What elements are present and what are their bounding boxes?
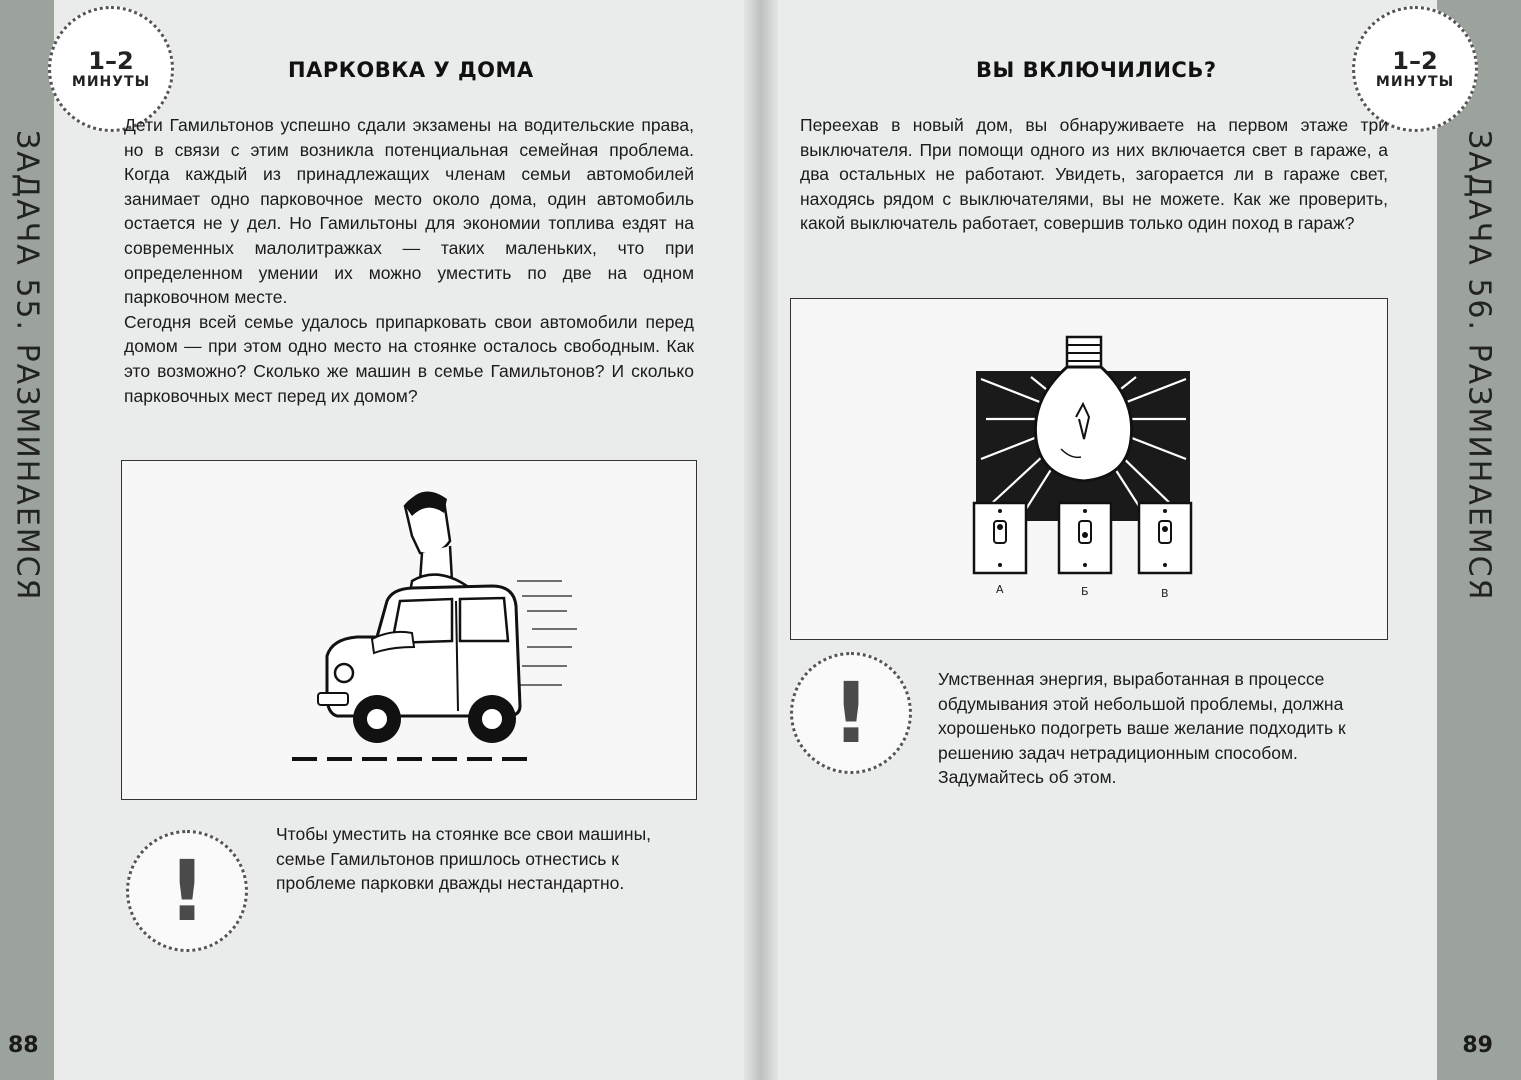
timer-minutes-value: 1–2	[88, 47, 134, 75]
problem-text-right	[800, 113, 1388, 236]
car-with-driver-icon	[122, 461, 696, 799]
switch-c	[1139, 503, 1191, 573]
illustration-frame-right	[790, 298, 1388, 640]
paragraph: Сегодня всей семье удалось припарковать свои автомобили перед домом — при этом одно место на стоянке осталось свободным. Как это возможно? Сколько же машин в семье Гамильтонов? И сколько парковочных мест перед их домом?	[124, 311, 694, 406]
timer-minutes-value: 1–2	[1392, 47, 1438, 75]
hint-text-left: Чтобы уместить на стоянке все свои машины, семье Гамильтонов пришлось отнестись к проблеме парковки дважды нестандартно.	[276, 824, 652, 893]
page-number-right: 89	[1462, 1033, 1493, 1058]
left-page	[54, 0, 744, 1080]
left-side-band	[0, 0, 54, 1080]
page-title-right: ВЫ ВКЛЮЧИЛИСЬ?	[976, 58, 1217, 82]
exclamation-icon-right: !	[790, 652, 912, 774]
paragraph: Дети Гамильтонов успешно сдали экзамены на водительские права, но в связи с этим возникла потенциальная семейная проблема. Когда каждый из принадлежащих членам семьи автомобилей занимает одно парковочное место около дома, один автомобиль остается не у дел. Но Гамильтоны для экономии топлива ездят на современных малолитражках — таких маленьких, что при определенном умении их можно уместить по две на одном парковочном месте.	[124, 115, 694, 308]
switch-label-b: Б	[1081, 585, 1089, 598]
problem-text-left	[124, 113, 694, 408]
illustration-frame-left	[121, 460, 697, 800]
right-side-title: ЗАДАЧА 56. РАЗМИНАЕМСЯ	[1461, 130, 1497, 602]
book-gutter	[744, 0, 778, 1080]
right-page	[778, 0, 1455, 1080]
timer-minutes-label: МИНУТЫ	[1375, 74, 1455, 90]
timer-minutes-label: МИНУТЫ	[71, 74, 151, 90]
right-side-band	[1437, 0, 1521, 1080]
page-title-left: ПАРКОВКА У ДОМА	[288, 58, 534, 82]
switch-a	[974, 503, 1026, 573]
switch-label-c: В	[1161, 587, 1169, 600]
exclamation-icon-left: !	[126, 830, 248, 952]
paragraph: Переехав в новый дом, вы обнаруживаете на первом этаже три выключателя. При помощи одного из них включается свет в гараже, а два остальных не работают. Увидеть, загорается ли в гараже свет, находясь рядом с выключателями, вы не можете. Как же проверить, какой выключатель работает, совершив только один поход в гараж?	[800, 115, 1388, 234]
switch-b	[1059, 503, 1111, 573]
page-number-left: 88	[8, 1033, 39, 1058]
hint-text-right: Умственная энергия, выработанная в процессе обдумывания этой небольшой проблемы, должна хорошенько подогреть ваше желание подходить к решению задач нетрадиционным способом. Задумайтесь об этом.	[938, 669, 1346, 787]
switch-label-a: А	[996, 583, 1004, 596]
left-side-title: ЗАДАЧА 55. РАЗМИНАЕМСЯ	[9, 130, 45, 602]
light-bulb-and-switches-icon	[791, 299, 1387, 639]
